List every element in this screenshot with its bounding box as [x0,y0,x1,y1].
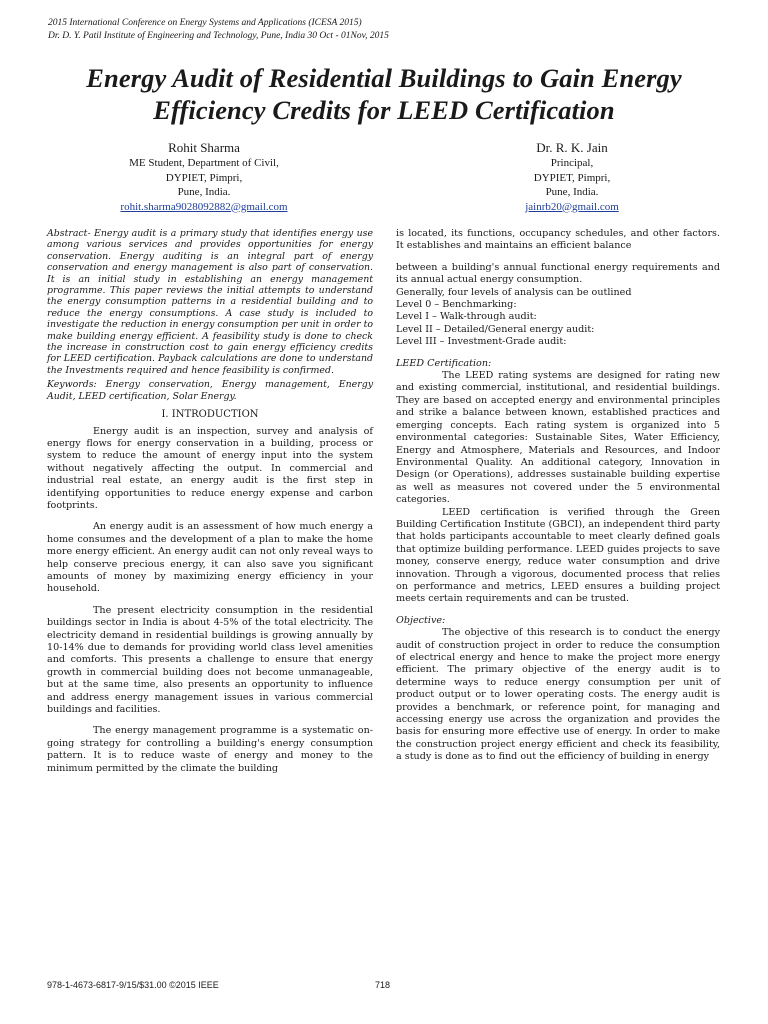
copyright-footer: 978-1-4673-6817-9/15/$31.00 ©2015 IEEE [47,980,219,990]
conference-line-1: 2015 International Conference on Energy Systems and Applications (ICESA 2015) [48,18,362,28]
leed-paragraph-1: The LEED rating systems are designed for rating new and existing commercial, institutional, and residential buildings. They are based on accepted energy and environmental principles and strike a balance between known, established practices and emerging concepts. Each rating system is organized into 5 environmental categories: Sustainable Sites, Water Efficiency, Energy and Atmosphere, Materials and Resources, and Indoor Environmental Quality. An additional category, Innovation in Design (or Operations), addresses sustainable building expertise as well as measures not covered under the 5 environmental categories. [396,370,720,506]
author-block-2 [442,140,702,214]
author-affiliation-line: Principal, [550,157,594,169]
author-affiliation-line: DYPIET, Pimpri, [165,171,243,184]
author-block-1 [74,140,334,214]
intro-paragraph-1: Energy audit is an inspection, survey and analysis of energy flows for energy conservation in a building, process or system to reduce the amount of energy input into the system without negatively affecting the output. In commercial and industrial real estate, an energy audit is the first step in identifying opportunities to reduce energy expense and carbon footprints. [47,425,373,511]
page-number: 718 [375,980,391,990]
author-email-link[interactable]: rohit.sharma9028092882@gmail.com [120,200,288,213]
paper-title: Energy Audit of Residential Buildings to Gain Energy Efficiency Credits for LEED Certification [86,63,682,125]
continued-paragraph: is located, its functions, occupancy schedules, and other factors. It establishes and maintains an efficient balance [396,228,720,252]
leed-paragraph-2: LEED certification is verified through the Green Building Certification Institute (GBCI), an independent third party that holds participants accountable to meet clearly defined goals that optimize building performance. LEED guides projects to save money, conserve energy, reduce water consumption and drive innovation. Through a vigorous, documented process that relies on performance and metrics, LEED ensures a building project meets certain requirements and can be trusted. [396,506,720,605]
author-affiliation-line: Pune, India. [177,186,231,198]
author-affiliation-line: Pune, India. [545,186,599,198]
author-email-link[interactable]: jainrb20@gmail.com [525,200,619,213]
author-name: Dr. R. K. Jain [536,140,608,155]
level-2-item: Level II – Detailed/General energy audit: [396,323,595,335]
conference-line-2: Dr. D. Y. Patil Institute of Engineering and Technology, Pune, India 30 Oct - 01Nov, 2015 [48,30,389,41]
author-affiliation-line: DYPIET, Pimpri, [533,171,611,184]
author-affiliation-line: ME Student, Department of Civil, [129,157,279,169]
leed-subheading: LEED Certification: [396,357,492,369]
balance-paragraph: between a building's annual functional energy requirements and its annual actual energy consumption. [396,261,720,286]
intro-paragraph-3: The present electricity consumption in the residential buildings sector in India is about 4-5% of the total electricity. The electricity demand in residential buildings is growing annually by 10-14% due to demands for providing world class level amenities and comforts. This presents a challenge to ensure that energy growth in commercial building does not become unmanageable, but at the same time, also presents an opportunity to influence and address energy management issues in various commercial buildings and facilities. [47,604,373,716]
keywords: Keywords: Energy conservation, Energy management, Energy Audit, LEED certification, Solar Energy. [47,379,373,402]
author-name: Rohit Sharma [168,140,240,155]
abstract: Abstract- Energy audit is a primary study that identifies energy use among various services and provides opportunities for energy conservation. Energy auditing is an integral part of energy conservation and energy management is also part of conservation. It is an initial study in establishing an energy management programme. This paper reviews the initial attempts to understand the energy consumption patterns in a residential building and to reduce the energy consumptions. A case study is included to investigate the reduction in energy consumption per unit in order to make building energy efficient. A feasibility study is done to check the increase in construction cost to gain energy efficiency credits for LEED certification. Payback calculations are done to understand the Investments required and hence feasibility is confirmed. [47,228,373,376]
intro-paragraph-4: The energy management programme is a systematic on-going strategy for controlling a building's energy consumption pattern. It is to reduce waste of energy and money to the minimum permitted by the climate the building [47,725,373,774]
objective-paragraph: The objective of this research is to conduct the energy audit of construction project in order to reduce the consumption of electrical energy and hence to make the project more energy efficient. The primary objective of the energy audit is to determine ways to reduce energy consumption per unit of product output or to lower operating costs. The energy audit is provides a benchmark, or reference point, for managing and accessing energy use across the organization and provides the basis for ensuring more effective use of energy. In order to make the construction project energy efficient and check its feasibility, a study is done as to find out the efficiency of building in energy [396,627,720,763]
level-3-item: Level III – Investment-Grade audit: [396,336,567,348]
intro-paragraph-2: An energy audit is an assessment of how much energy a home consumes and the development of a plan to make the home more energy efficient. An energy audit can not only reveal ways to help conserve precious energy, it can also save you significant amounts of money by maximizing energy efficiency in your household. [47,521,373,595]
conference-header [48,17,728,42]
levels-intro: Generally, four levels of analysis can be outlined [396,286,632,298]
left-column [47,228,373,775]
level-0-item: Level 0 – Benchmarking: [396,299,517,311]
level-1-item: Level I – Walk-through audit: [396,311,537,323]
section-heading-introduction: I. INTRODUCTION [161,409,259,421]
objective-subheading: Objective: [396,614,446,626]
right-column [396,228,720,764]
